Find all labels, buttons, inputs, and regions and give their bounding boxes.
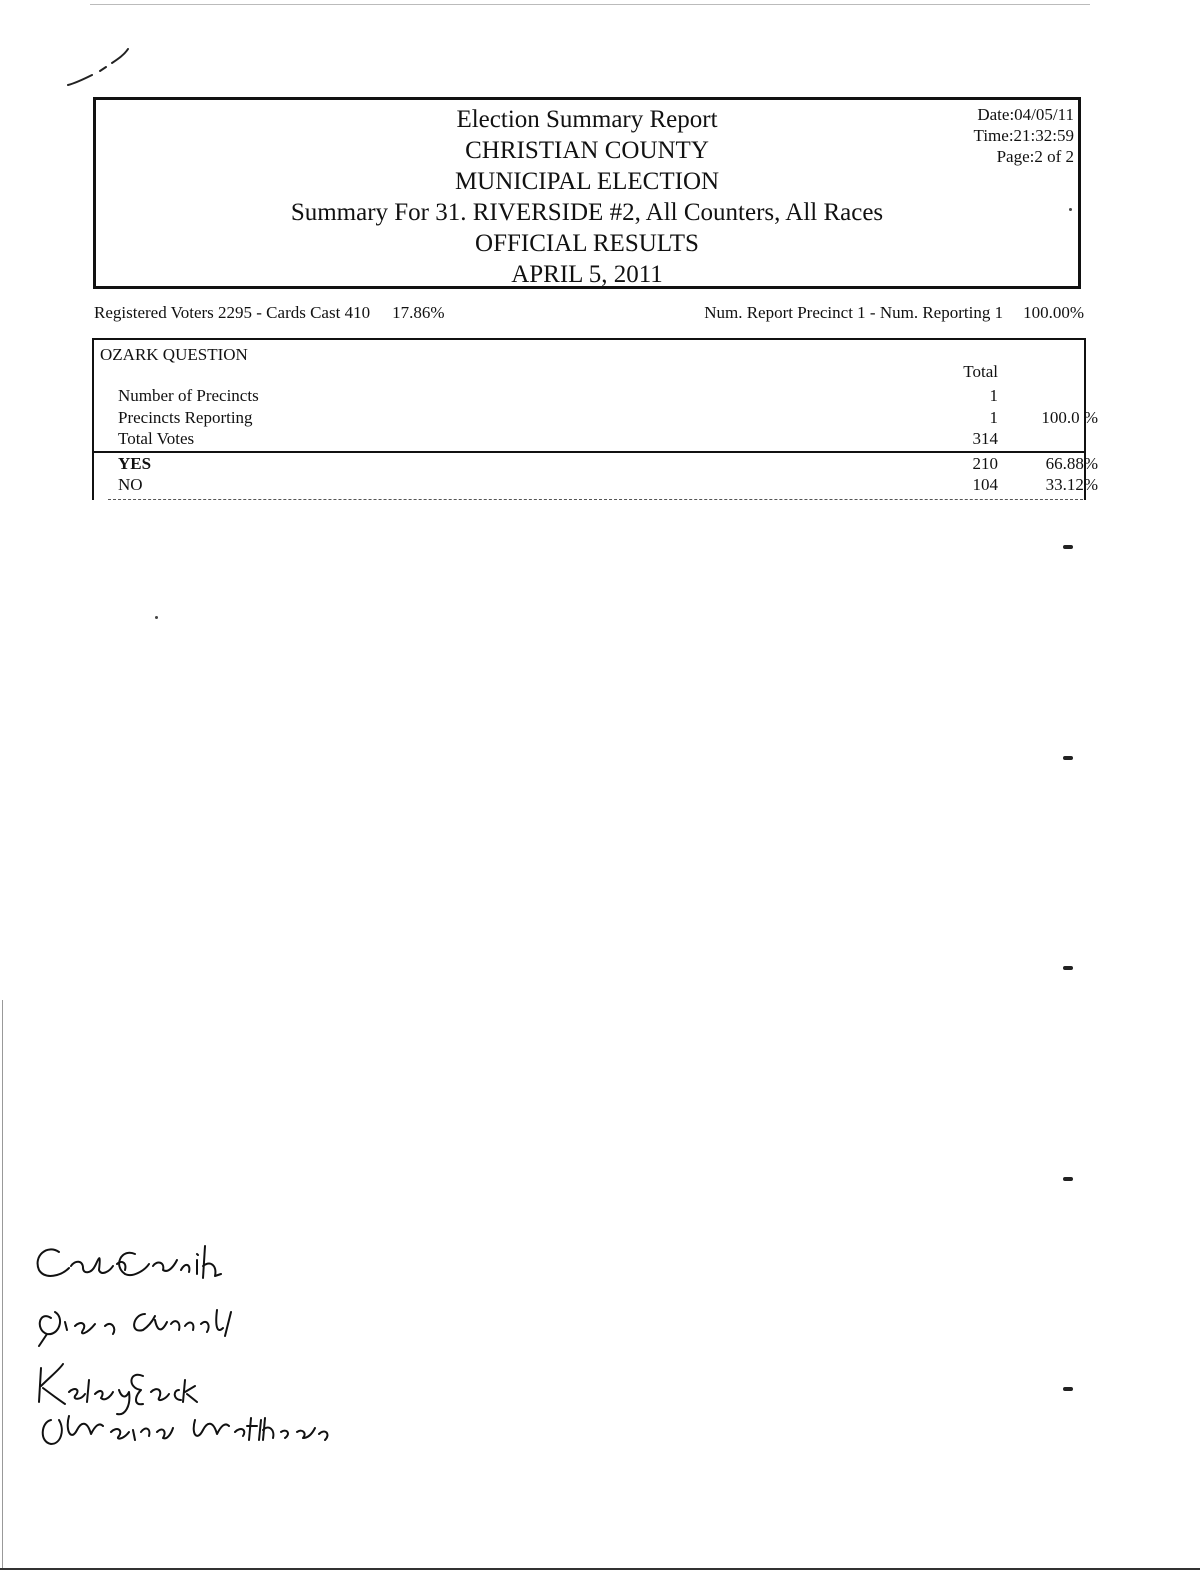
election-name: MUNICIPAL ELECTION (454, 168, 720, 195)
signature-1 (38, 1246, 221, 1278)
report-time: Time:21:32:59 (973, 126, 1074, 145)
race-title: OZARK QUESTION (100, 345, 248, 364)
signature-2 (39, 1310, 231, 1346)
report-title: Election Summary Report (456, 106, 718, 133)
registered-cards: Registered Voters 2295 - Cards Cast 410 (94, 303, 371, 322)
report-page: Page:2 of 2 (996, 147, 1074, 166)
total-votes-row (118, 429, 1084, 451)
signature-3 (39, 1364, 197, 1414)
results-divider (94, 451, 1084, 453)
row-percent: 100.0 % (1041, 408, 1098, 427)
precincts-reporting-summary: Num. Report Precinct 1 - Num. Reporting 1 (704, 303, 1004, 322)
choice-votes: 104 (972, 475, 998, 494)
turnout-percent: 17.86% (392, 303, 445, 322)
scan-edge-bottom (0, 1568, 1200, 1570)
row-label: Total Votes (118, 429, 195, 448)
row-value: 314 (972, 429, 998, 448)
signature-4 (43, 1416, 328, 1444)
stats-left (94, 303, 445, 323)
choice-label: YES (118, 454, 152, 473)
scan-edge-left (2, 1000, 3, 1570)
choice-votes: 210 (972, 454, 998, 473)
report-header-box (93, 97, 1081, 289)
scan-tick-mark (1063, 756, 1073, 760)
precincts-reporting-row (118, 408, 1098, 430)
choice-row-yes (118, 454, 1098, 476)
race-results-box (92, 338, 1098, 500)
turnout-stats (94, 303, 1084, 327)
report-date: Date:04/05/11 (977, 105, 1074, 124)
choice-row-no (118, 475, 1098, 497)
scan-tick-mark (1063, 545, 1073, 549)
election-date: APRIL 5, 2011 (511, 261, 663, 288)
summary-for: Summary For 31. RIVERSIDE #2, All Counters, All Races (290, 199, 884, 226)
scan-speck (155, 616, 158, 619)
number-of-precincts-row (118, 386, 1084, 408)
scan-edge-top (90, 4, 1090, 5)
choice-percent: 33.12% (1045, 475, 1098, 494)
total-column-header: Total (963, 362, 998, 381)
results-status: OFFICIAL RESULTS (475, 230, 699, 257)
reporting-percent: 100.00% (1023, 303, 1084, 322)
row-label: Number of Precincts (118, 386, 259, 405)
corner-pen-mark (62, 45, 142, 95)
scan-tick-mark (1063, 966, 1073, 970)
report-titles (96, 104, 1078, 290)
row-label: Precincts Reporting (118, 408, 253, 427)
row-value: 1 (989, 386, 998, 405)
results-bottom-dashed-line (108, 499, 1083, 500)
scan-tick-mark (1063, 1387, 1073, 1391)
choice-label: NO (118, 475, 143, 494)
official-signatures (25, 1230, 365, 1450)
county-name: CHRISTIAN COUNTY (465, 137, 709, 164)
scan-speck (1069, 208, 1072, 211)
scan-tick-mark (1063, 1177, 1073, 1181)
stats-right (704, 303, 1084, 323)
choice-percent: 66.88% (1045, 454, 1098, 473)
row-value: 1 (989, 408, 998, 427)
report-meta (974, 104, 1074, 167)
